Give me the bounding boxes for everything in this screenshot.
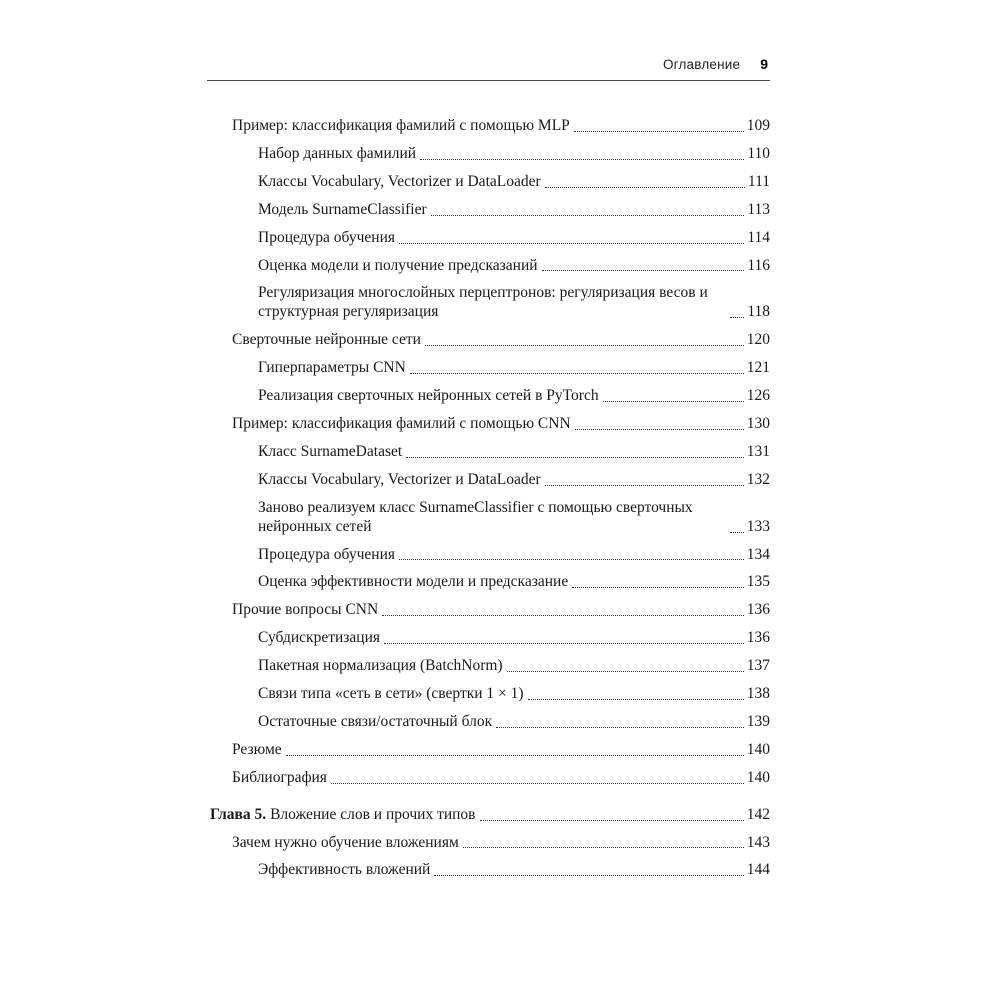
dot-leader (382, 615, 744, 616)
dot-leader (545, 187, 745, 188)
chapter-title: Вложение слов и прочих типов (270, 805, 476, 823)
toc-entry[interactable] (258, 387, 770, 406)
dot-leader (507, 671, 744, 672)
dot-leader (286, 755, 744, 756)
toc-entry[interactable] (258, 173, 770, 192)
toc-entry[interactable] (232, 415, 770, 434)
dot-leader (434, 875, 743, 876)
dot-leader (496, 727, 744, 728)
toc-entry[interactable] (258, 546, 770, 565)
toc-entry-page: 111 (747, 172, 770, 190)
toc-entry-page: 134 (746, 545, 770, 563)
toc-entry-title (210, 806, 476, 825)
dot-leader (399, 559, 744, 560)
toc-entry-chapter[interactable] (210, 806, 770, 825)
toc-entry-title: Модель SurnameClassifier (258, 200, 427, 218)
dot-leader (420, 159, 744, 160)
toc-entry-page: 140 (746, 768, 770, 786)
toc-entry-title: Заново реализуем класс SurnameClassifier с помощью сверточных нейронных сетей (258, 498, 693, 535)
toc-entry-title: Пример: классификация фамилий с помощью MLP (232, 117, 570, 134)
toc-entry-page: 137 (746, 657, 770, 675)
toc-entry-title: Реализация сверточных нейронных сетей в PyTorch (258, 387, 599, 405)
toc-entry-page: 109 (746, 117, 770, 134)
toc-entry-page: 114 (747, 228, 770, 246)
toc-entry-page: 118 (747, 303, 770, 321)
dot-leader (575, 429, 744, 430)
toc-entry-page: 142 (746, 805, 770, 823)
toc-entry[interactable] (258, 359, 770, 378)
toc-entry[interactable] (258, 201, 770, 220)
dot-leader (431, 215, 745, 216)
dot-leader (730, 317, 744, 318)
toc-entry-title: Связи типа «сеть в сети» (свертки 1 × 1) (258, 685, 524, 703)
toc-entry[interactable] (258, 145, 770, 164)
toc-entry[interactable] (258, 443, 770, 462)
toc-entry-title: Процедура обучения (258, 545, 395, 563)
dot-leader (406, 457, 744, 458)
toc-entry-page: 138 (746, 685, 770, 703)
toc-entry-page: 140 (746, 740, 770, 758)
toc-entry-page: 121 (746, 359, 770, 377)
toc-entry-title: Классы Vocabulary, Vectorizer и DataLoader (258, 470, 541, 488)
toc-entry-page: 136 (746, 629, 770, 647)
toc-entry[interactable] (232, 331, 770, 350)
toc-entry-title: Пример: классификация фамилий с помощью CNN (232, 414, 571, 432)
toc-entry[interactable] (258, 257, 770, 276)
dot-leader (528, 699, 744, 700)
toc-entry-title: Субдискретизация (258, 629, 381, 647)
toc-entry[interactable] (258, 284, 770, 322)
dot-leader (399, 243, 744, 244)
chapter-number: Глава 5. (210, 805, 267, 823)
toc-entry[interactable] (258, 713, 770, 732)
toc-entry-page: 133 (746, 517, 770, 535)
dot-leader (603, 401, 744, 402)
toc-entry-page: 132 (746, 470, 770, 488)
toc-entry-title: Зачем нужно обучение вложениям (232, 833, 459, 851)
toc-entry-page: 113 (747, 200, 770, 218)
toc-entry-title: Оценка эффективности модели и предсказание (258, 573, 569, 591)
header-page-number: 9 (760, 56, 768, 72)
toc-entry-title: Оценка модели и получение предсказаний (258, 256, 538, 274)
page-header (207, 56, 770, 72)
toc-entry-page: 136 (746, 601, 770, 619)
dot-leader (331, 783, 744, 784)
dot-leader (545, 485, 744, 486)
toc-entry-title: Классы Vocabulary, Vectorizer и DataLoader (258, 172, 541, 190)
toc-entry[interactable] (232, 834, 770, 853)
toc-entry[interactable] (258, 471, 770, 490)
toc-entry-title: Гиперпараметры CNN (258, 359, 406, 377)
toc-page (207, 0, 770, 880)
toc-entry[interactable] (258, 229, 770, 248)
toc-entry[interactable] (258, 657, 770, 676)
header-title: Оглавление (662, 57, 741, 72)
toc-entry-title: Набор данных фамилий (258, 144, 417, 162)
toc-entry[interactable] (258, 685, 770, 704)
toc-entry-page: 135 (746, 573, 770, 591)
toc-entry-page: 120 (746, 331, 770, 349)
toc-entry[interactable] (232, 117, 770, 136)
toc-entry-page: 143 (746, 833, 770, 851)
toc-entry-page: 116 (747, 256, 770, 274)
toc-entry-page: 144 (746, 861, 770, 879)
toc-entry[interactable] (258, 573, 770, 592)
dot-leader (384, 643, 744, 644)
table-of-contents (207, 81, 770, 880)
toc-entry-page: 130 (746, 414, 770, 432)
toc-entry[interactable] (232, 601, 770, 620)
toc-entry-title: Класс SurnameDataset (258, 442, 403, 460)
toc-entry[interactable] (232, 769, 770, 788)
toc-entry-page: 131 (746, 442, 770, 460)
toc-entry-title: Регуляризация многослойных перцептронов: регуляризация весов и структурная регуляризация (258, 284, 708, 321)
dot-leader (572, 587, 744, 588)
dot-leader (425, 345, 744, 346)
toc-entry[interactable] (258, 861, 770, 880)
toc-entry-title: Прочие вопросы CNN (232, 601, 379, 619)
dot-leader (480, 820, 744, 821)
toc-entry-title: Эффективность вложений (258, 861, 431, 879)
dot-leader (463, 847, 744, 848)
toc-entry-title: Пакетная нормализация (BatchNorm) (258, 657, 503, 675)
dot-leader (542, 270, 745, 271)
toc-entry[interactable] (258, 499, 770, 537)
dot-leader (410, 373, 744, 374)
toc-entry[interactable] (232, 741, 770, 760)
toc-entry-page: 139 (746, 712, 770, 730)
dot-leader (574, 131, 744, 132)
toc-entry-title: Сверточные нейронные сети (232, 331, 421, 349)
toc-entry-title: Библиография (232, 768, 327, 786)
dot-leader (730, 532, 744, 533)
toc-entry-title: Резюме (232, 740, 282, 758)
toc-entry[interactable] (258, 629, 770, 648)
toc-entry-title: Процедура обучения (258, 228, 395, 246)
toc-entry-page: 126 (746, 387, 770, 405)
toc-entry-page: 110 (747, 144, 770, 162)
toc-entry-title: Остаточные связи/остаточный блок (258, 712, 493, 730)
